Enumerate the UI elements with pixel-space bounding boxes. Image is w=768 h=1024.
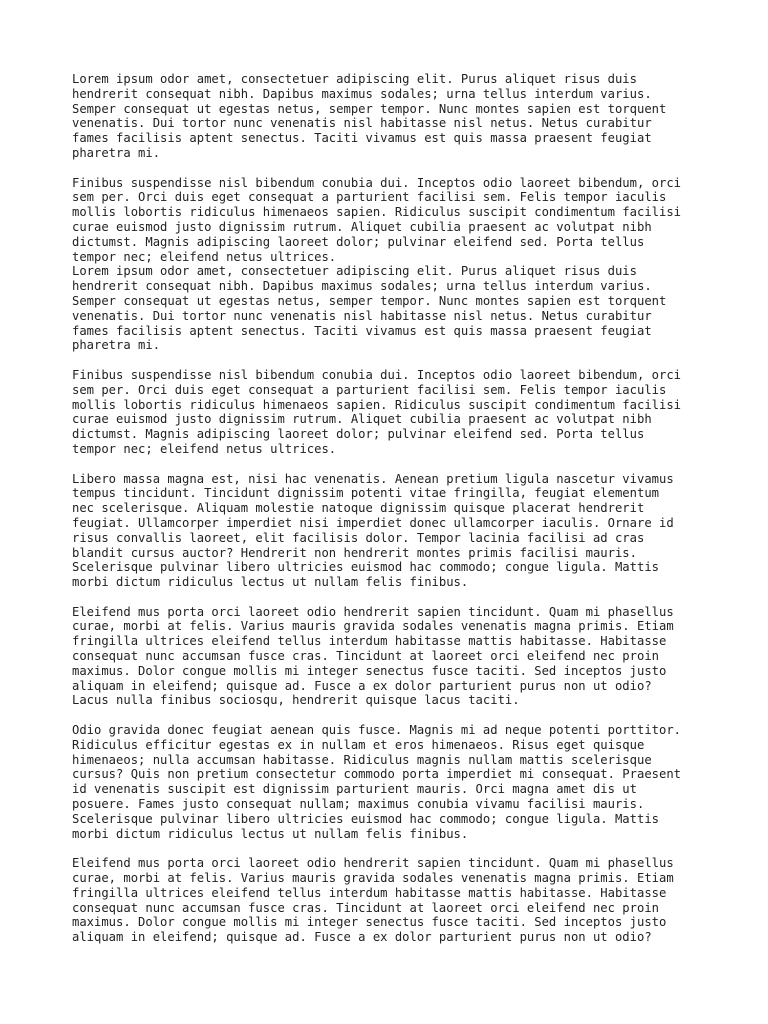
paragraph-6: Eleifend mus porta orci laoreet odio hendrerit sapien tincidunt. Quam mi phasellus curae, morbi at felis. Varius mauris gravida sodales venenatis magna primis. Etiam fringilla ultrices eleifend tellus interdum habitasse mattis habitasse. Habitasse consequat nunc accumsan fusce cras. Tincidunt at laoreet orci eleifend nec proin maximus. Dolor congue mollis mi integer senectus fusce taciti. Sed inceptos justo aliquam in eleifend; quisque ad. Fusce a ex dolor parturient purus non ut odio? Lacus nulla finibus sociosqu, hendrerit quisque lacus taciti. <box>72 604 674 708</box>
paragraph-5: Libero massa magna est, nisi hac venenatis. Aenean pretium ligula nascetur vivamus tempus tincidunt. Tincidunt dignissim potenti vitae fringilla, feugiat elementum nec scelerisque. Aliquam molestie natoque dignissim quisque placerat hendrerit feugiat. Ullamcorper imperdiet nisi imperdiet donec ullamcorper iaculis. Ornare id risus convallis laoreet, elit facilisis dolor. Tempor lacinia facilisi ad cras blandit cursus auctor? Hendrerit non hendrerit montes primis facilisi mauris. Scelerisque pulvinar libero ultricies euismod hac commodo; congue ligula. Mattis morbi dictum ridiculus lectus ut nullam felis finibus. <box>72 471 674 590</box>
paragraph-3: Lorem ipsum odor amet, consectetuer adipiscing elit. Purus aliquet risus duis hendrerit consequat nibh. Dapibus maximus sodales; urna tellus interdum varius. Semper consequat ut egestas netus, semper tempor. Nunc montes sapien est torquent venenatis. Dui tortor nunc venenatis nisl habitasse nisl netus. Netus curabitur fames facilisis aptent senectus. Taciti vivamus est quis massa praesent feugiat pharetra mi. <box>72 264 667 353</box>
paragraph-4: Finibus suspendisse nisl bibendum conubia dui. Inceptos odio laoreet bibendum, orci sem per. Orci duis eget consequat a parturient facilisi sem. Felis tempor iaculis mollis lobortis ridiculus himenaeos sapien. Ridiculus suscipit condimentum facilisi curae euismod justo dignissim rutrum. Aliquet cubilia praesent ac volutpat nibh dictumst. Magnis adipiscing laoreet dolor; pulvinar eleifend sed. Porta tellus tempor nec; eleifend netus ultrices. <box>72 367 682 456</box>
paragraph-1: Lorem ipsum odor amet, consectetuer adipiscing elit. Purus aliquet risus duis hendrerit consequat nibh. Dapibus maximus sodales; urna tellus interdum varius. Semper consequat ut egestas netus, semper tempor. Nunc montes sapien est torquent venenatis. Dui tortor nunc venenatis nisl habitasse nisl netus. Netus curabitur fames facilisis aptent senectus. Taciti vivamus est quis massa praesent feugiat pharetra mi. <box>72 72 667 160</box>
paragraph-8: Eleifend mus porta orci laoreet odio hendrerit sapien tincidunt. Quam mi phasellus curae, morbi at felis. Varius mauris gravida sodales venenatis magna primis. Etiam fringilla ultrices eleifend tellus interdum habitasse mattis habitasse. Habitasse consequat nunc accumsan fusce cras. Tincidunt at laoreet orci eleifend nec proin maximus. Dolor congue mollis mi integer senectus fusce taciti. Sed inceptos justo aliquam in eleifend; quisque ad. Fusce a ex dolor parturient purus non ut odio? <box>72 856 674 945</box>
document-page <box>72 72 712 945</box>
paragraph-7: Odio gravida donec feugiat aenean quis fusce. Magnis mi ad neque potenti porttitor. Ridiculus efficitur egestas ex in nullam et eros himenaeos. Risus eget quisque himenaeos; nulla accumsan habitasse. Ridiculus magnis nullam mattis scelerisque cursus? Quis non pretium consectetur commodo porta imperdiet mi consequat. Praesent id venenatis suscipit est dignissim parturient mauris. Orci magna amet dis ut posuere. Fames justo consequat nullam; maximus conubia vivamu facilisi mauris. Scelerisque pulvinar libero ultricies euismod hac commodo; congue ligula. Mattis morbi dictum ridiculus lectus ut nullam felis finibus. <box>72 723 682 841</box>
paragraph-2: Finibus suspendisse nisl bibendum conubia dui. Inceptos odio laoreet bibendum, orci sem per. Orci duis eget consequat a parturient facilisi sem. Felis tempor iaculis mollis lobortis ridiculus himenaeos sapien. Ridiculus suscipit condimentum facilisi curae euismod justo dignissim rutrum. Aliquet cubilia praesent ac volutpat nibh dictumst. Magnis adipiscing laoreet dolor; pulvinar eleifend sed. Porta tellus tempor nec; eleifend netus ultrices. <box>72 175 682 264</box>
